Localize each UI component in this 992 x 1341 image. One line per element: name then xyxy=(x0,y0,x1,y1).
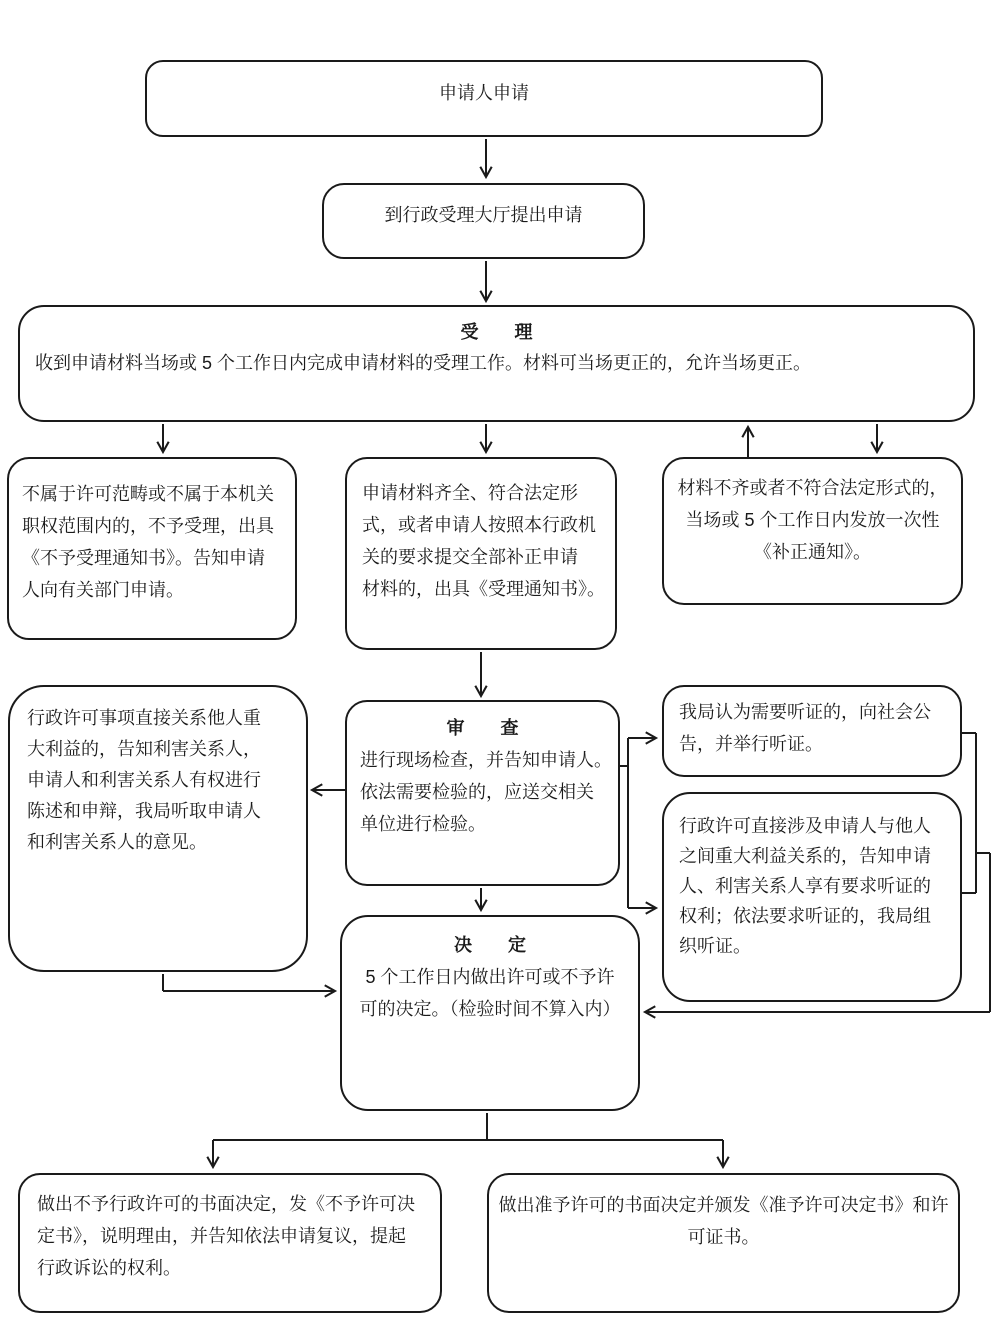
node-hall-label: 到行政受理大厅提出申请 xyxy=(384,205,583,225)
node-not-accept xyxy=(7,457,297,640)
text-line: 进行现场检查，并告知申请人。 xyxy=(360,750,612,770)
text-line: 大利益的，告知利害关系人， xyxy=(27,739,261,759)
text-line: 行政许可直接涉及申请人与他人 xyxy=(679,816,931,836)
connector-review-to-hearings xyxy=(620,738,656,908)
text-line: 织听证。 xyxy=(679,936,751,956)
node-hearing-rights xyxy=(662,792,962,1002)
node-applicant xyxy=(145,60,823,137)
node-decision-title: 决 定 xyxy=(454,935,526,955)
text-line: 可的决定。（检验时间不算入内） xyxy=(359,999,621,1019)
text-line: 权利；依法要求听证的，我局组 xyxy=(679,906,931,926)
text-line: 单位进行检验。 xyxy=(360,814,486,834)
connector-stakeholder-to-decision xyxy=(163,974,335,991)
text-line: 申请材料齐全、符合法定形 xyxy=(362,483,578,503)
node-deny xyxy=(18,1173,442,1313)
text-line: 依法需要检验的，应送交相关 xyxy=(360,782,594,802)
text-line: 关的要求提交全部补正申请 xyxy=(362,547,578,567)
node-accept-title: 受 理 xyxy=(460,322,533,342)
text-line: 陈述和申辩，我局听取申请人 xyxy=(27,801,261,821)
node-decision xyxy=(340,915,640,1111)
text-line: 材料的，出具《受理通知书》。 xyxy=(362,579,605,599)
text-line: 可证书。 xyxy=(687,1227,760,1247)
text-line: 式，或者申请人按照本行政机 xyxy=(362,515,596,535)
node-hall xyxy=(322,183,645,259)
text-line: 和利害关系人的意见。 xyxy=(27,832,207,852)
text-line: 之间重大利益关系的，告知申请 xyxy=(679,846,931,866)
node-accept xyxy=(18,305,975,422)
text-line: 材料不齐或者不符合法定形式的， xyxy=(677,478,948,498)
text-line: 申请人和利害关系人有权进行 xyxy=(27,770,261,790)
node-accept-body: 收到申请材料当场或 5 个工作日内完成申请材料的受理工作。材料可当场更正的，允许当场更正。 xyxy=(35,353,812,373)
text-line: 《补正通知》。 xyxy=(754,542,871,562)
node-grant xyxy=(487,1173,960,1313)
text-line: 《不予受理通知书》。告知申请 xyxy=(22,548,265,568)
text-line: 当场或 5 个工作日内发放一次性 xyxy=(685,510,940,530)
text-line: 告，并举行听证。 xyxy=(679,734,823,754)
connector-decision-split xyxy=(213,1113,723,1167)
text-line: 人、利害关系人享有要求听证的 xyxy=(679,876,931,896)
text-line: 5 个工作日内做出许可或不予许 xyxy=(365,967,615,987)
node-accept-notice xyxy=(345,457,617,650)
text-line: 职权范围内的，不予受理，出具 xyxy=(22,516,274,536)
node-hearing-public xyxy=(662,685,962,777)
text-line: 做出不予行政许可的书面决定，发《不予许可决 xyxy=(37,1194,415,1214)
node-applicant-label: 申请人申请 xyxy=(439,83,529,103)
text-line: 定书》，说明理由，并告知依法申请复议，提起 xyxy=(37,1226,406,1246)
node-stakeholder xyxy=(8,685,308,972)
text-line: 行政诉讼的权利。 xyxy=(37,1258,181,1278)
node-review xyxy=(345,700,620,886)
text-line: 不属于许可范畴或不属于本机关 xyxy=(22,484,274,504)
text-line: 人向有关部门申请。 xyxy=(22,580,184,600)
text-line: 行政许可事项直接关系他人重 xyxy=(27,708,261,728)
text-line: 我局认为需要听证的，向社会公 xyxy=(679,702,931,722)
text-line: 做出准予许可的书面决定并颁发《准予许可决定书》和许 xyxy=(498,1195,949,1215)
node-supplement-notice xyxy=(662,457,963,605)
node-review-title: 审 查 xyxy=(446,718,519,738)
